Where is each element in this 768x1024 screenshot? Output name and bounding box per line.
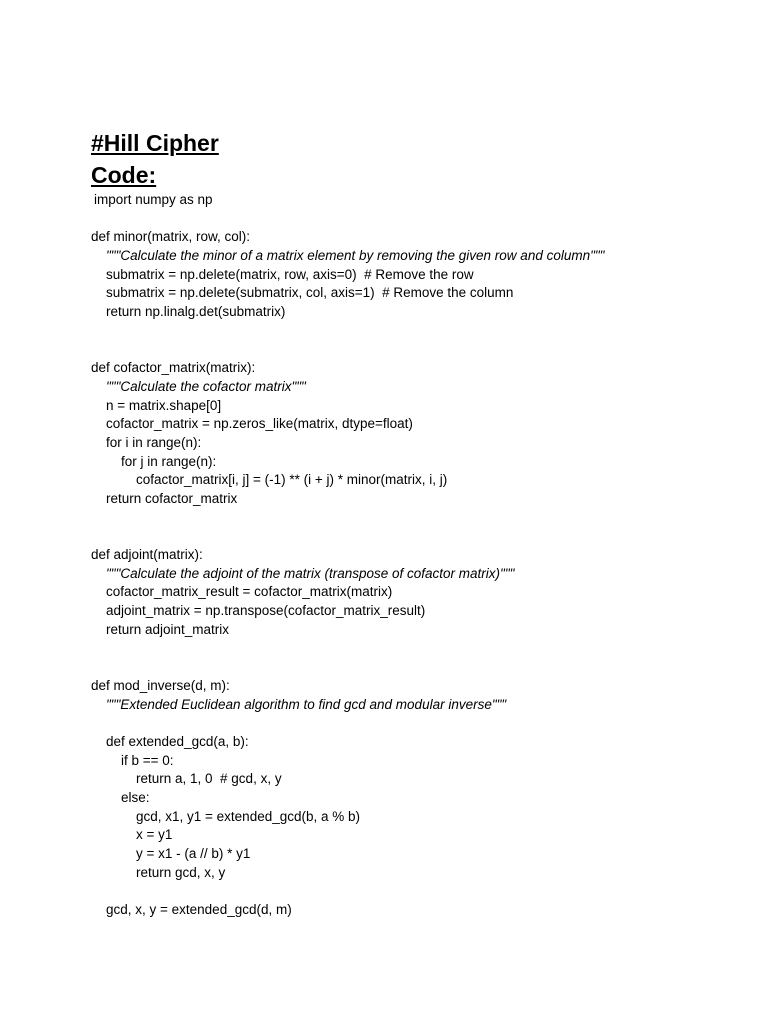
code-line: cofactor_matrix = np.zeros_like(matrix, dtype=float) [106, 416, 413, 432]
code-line [0, 322, 768, 341]
code-line: cofactor_matrix[i, j] = (-1) ** (i + j) * minor(matrix, i, j) [136, 472, 448, 488]
code-block [0, 191, 768, 920]
code-line: for i in range(n): [106, 434, 202, 450]
code-line [0, 882, 768, 901]
code-line: return adjoint_matrix [106, 621, 230, 637]
code-line: for j in range(n): [121, 453, 217, 469]
code-line: def adjoint(matrix): [91, 547, 203, 563]
code-line [0, 714, 768, 733]
code-line: adjoint_matrix = np.transpose(cofactor_matrix_result) [106, 603, 426, 619]
code-line: def mod_inverse(d, m): [91, 677, 230, 693]
code-line: import numpy as np [94, 192, 213, 207]
code-line: n = matrix.shape[0] [106, 397, 222, 413]
code-line: submatrix = np.delete(matrix, row, axis=0) # Remove the row [106, 266, 474, 282]
code-line: cofactor_matrix_result = cofactor_matrix(matrix) [106, 584, 393, 600]
code-line: return a, 1, 0 # gcd, x, y [136, 771, 282, 787]
code-line: submatrix = np.delete(submatrix, col, axis=1) # Remove the column [106, 285, 514, 301]
code-line [0, 341, 768, 360]
docstring-line: """Extended Euclidean algorithm to find gcd and modular inverse""" [106, 696, 507, 712]
docstring-line: """Calculate the minor of a matrix element by removing the given row and column""" [106, 248, 605, 264]
code-line: def extended_gcd(a, b): [106, 733, 249, 749]
code-line [0, 527, 768, 546]
code-line: else: [121, 790, 150, 805]
code-line [0, 640, 768, 659]
code-line: gcd, x1, y1 = extended_gcd(b, a % b) [136, 808, 361, 824]
code-line: def minor(matrix, row, col): [91, 229, 251, 245]
docstring-line: """Calculate the cofactor matrix""" [106, 378, 306, 394]
code-line [0, 210, 768, 229]
code-line: return gcd, x, y [136, 864, 226, 880]
code-line: x = y1 [136, 827, 173, 843]
code-line: def cofactor_matrix(matrix): [91, 360, 256, 376]
section-heading: Code: [91, 162, 157, 188]
code-line: return np.linalg.det(submatrix) [106, 304, 286, 320]
code-line: if b == 0: [121, 752, 174, 768]
docstring-line: """Calculate the adjoint of the matrix (transpose of cofactor matrix)""" [106, 565, 515, 581]
code-line: y = x1 - (a // b) * y1 [136, 846, 251, 862]
code-line: return cofactor_matrix [106, 491, 238, 506]
code-line: gcd, x, y = extended_gcd(d, m) [106, 902, 292, 918]
document-title: #Hill Cipher [91, 130, 219, 156]
code-line [0, 658, 768, 677]
code-line [0, 509, 768, 528]
